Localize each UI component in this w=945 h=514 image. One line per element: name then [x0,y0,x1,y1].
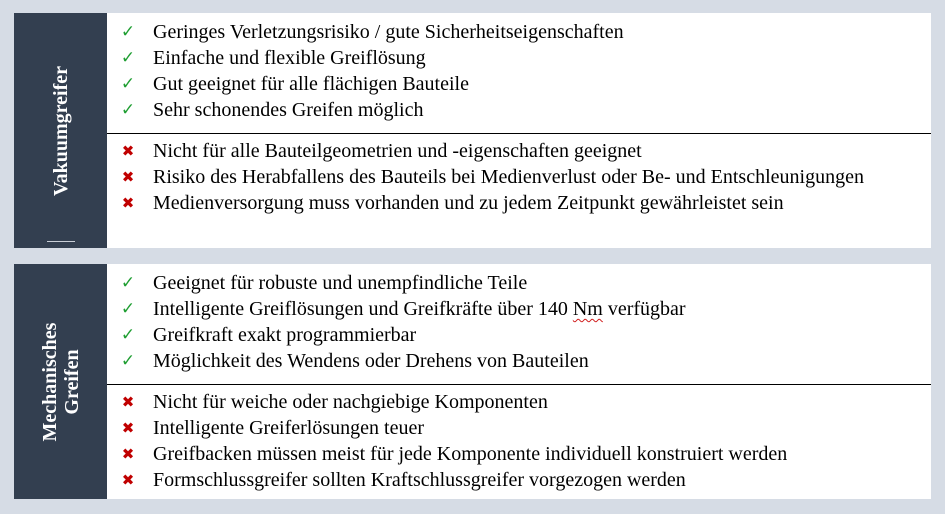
cross-icon: ✖ [121,142,135,160]
label-underline [47,241,75,242]
check-icon: ✓ [120,299,136,319]
advantage-item [107,71,931,97]
mechanisches-greifen-label-line2: Greifen [60,348,83,415]
advantage-text: Geringes Verletzungsrisiko / gute Sicherheitseigenschaften [153,21,624,43]
advantage-text: Geeignet für robuste und unempfindliche Teile [153,272,528,294]
advantage-text: Gut geeignet für alle flächigen Bauteile [153,73,469,95]
vakuumgreifer-label-text: Vakuumgreifer [49,65,72,196]
cross-icon: ✖ [121,471,135,489]
advantage-item [107,348,931,374]
vakuumgreifer-content [107,13,931,248]
advantage-text: Intelligente Greiflösungen und Greifkräfte über 140 [153,298,573,320]
disadvantage-text: Risiko des Herabfallens des Bauteils bei Medienverlust oder Be- und Entschleunigungen [153,166,864,188]
mechanisches-greifen-label-line1: Mechanisches [38,322,61,441]
check-icon: ✓ [120,48,136,68]
check-icon: ✓ [120,273,136,293]
check-icon: ✓ [120,22,136,42]
mechanisches-greifen-block [14,264,931,499]
check-icon: ✓ [120,325,136,345]
advantage-text-tail: verfügbar [602,298,686,320]
advantage-text: Greifkraft exakt programmierbar [153,324,417,346]
mechanisches-greifen-label-panel [14,264,107,499]
disadvantage-item [107,415,931,441]
cross-icon: ✖ [121,445,135,463]
vakuumgreifer-block [14,13,931,248]
cross-icon: ✖ [121,419,135,437]
disadvantage-text: Nicht für alle Bauteilgeometrien und -eigenschaften geeignet [153,140,642,162]
disadvantage-text: Intelligente Greiferlösungen teuer [153,417,424,439]
cross-icon: ✖ [121,194,135,212]
advantage-text: Möglichkeit des Wendens oder Drehens von Bauteilen [153,350,589,372]
mechanisches-greifen-label [39,322,83,441]
disadvantage-item [107,190,931,216]
disadvantage-item [107,138,931,164]
check-icon: ✓ [120,100,136,120]
disadvantage-text: Medienversorgung muss vorhanden und zu jedem Zeitpunkt gewährleistet sein [153,192,784,214]
mechanisches-greifen-advantages [107,270,931,374]
disadvantage-item [107,389,931,415]
vakuumgreifer-label-panel [14,13,107,248]
vakuumgreifer-label [50,66,72,196]
advantage-item [107,322,931,348]
disadvantage-text: Formschlussgreifer sollten Kraftschlussgreifer vorgezogen werden [153,469,686,491]
advantage-item [107,296,931,322]
vakuumgreifer-advantages [107,19,931,123]
advantage-text: Einfache und flexible Greiflösung [153,47,426,69]
disadvantage-text: Nicht für weiche oder nachgiebige Komponenten [153,391,548,413]
disadvantage-text: Greifbacken müssen meist für jede Komponente individuell konstruiert werden [153,443,788,465]
advantage-item [107,19,931,45]
vakuumgreifer-disadvantages [107,133,931,216]
advantage-item [107,45,931,71]
spellcheck-word: Nm [572,298,603,320]
disadvantage-item [107,164,931,190]
disadvantage-item [107,467,931,493]
disadvantage-item [107,441,931,467]
advantage-text: Sehr schonendes Greifen möglich [153,99,424,121]
cross-icon: ✖ [121,393,135,411]
advantage-item [107,270,931,296]
cross-icon: ✖ [121,168,135,186]
advantage-item [107,97,931,123]
mechanisches-greifen-content [107,264,931,499]
check-icon: ✓ [120,351,136,371]
check-icon: ✓ [120,74,136,94]
mechanisches-greifen-disadvantages [107,384,931,493]
